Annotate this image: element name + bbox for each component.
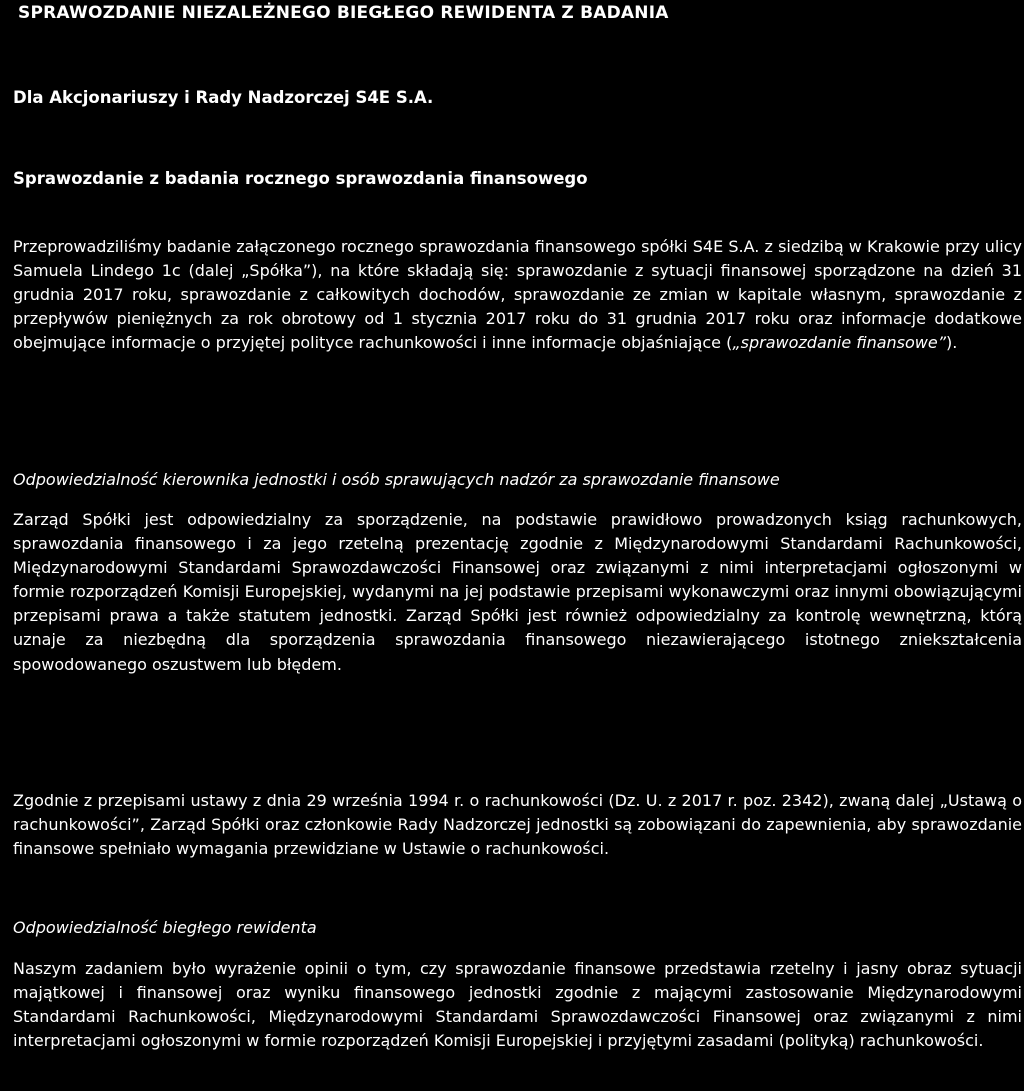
auditor-responsibility-paragraph: Naszym zadaniem było wyrażenie opinii o tym, czy sprawozdanie finansowe przedstawia rzetelny i jasny obraz sytuacji majątkowej i finansowej oraz wyniku finansowego jednostki zgodnie z mającymi zastosowanie Międzynarodowymi Standardami Rachunkowości, Międzynarodowymi Standardami Sprawozdawczości Finansowej oraz związanymi z nimi interpretacjami ogłoszonymi w formie rozporządzeń Komisji Europejskiej i przyjętymi zasadami (polityką) rachunkowości. [13, 959, 1022, 1051]
intro-paragraph-ending: ). [946, 333, 958, 353]
subheading-auditor-responsibility: Odpowiedzialność biegłego rewidenta [13, 918, 317, 937]
accounting-act-paragraph: Zgodnie z przepisami ustawy z dnia 29 września 1994 r. o rachunkowości (Dz. U. z 2017 r. poz. 2342), zwaną dalej „Ustawą o rachunkowości”, Zarząd Spółki oraz członkowie Rady Nadzorczej jednostki są zobowiązani do zapewnienia, aby sprawozdanie finansowe spełniało wymagania przewidziane w Ustawie o rachunkowości. [13, 791, 1022, 859]
defined-term: „sprawozdanie finansowe” [732, 333, 947, 353]
intro-paragraph-text: Przeprowadziliśmy badanie załączonego rocznego sprawozdania finansowego spółki S4E S.A. z siedzibą w Krakowie przy ulicy Samuela Lindego 1c (dalej „Spółka”), na które składają się: sprawozdanie z sytuacji finansowej sporządzone na dzień 31 grudnia 2017 roku, sprawozdanie z całkowitych dochodów, sprawozdanie ze zmian w kapitale własnym, sprawozdanie z przepływów pieniężnych za rok obrotowy od 1 stycznia 2017 roku do 31 grudnia 2017 roku oraz informacje dodatkowe obejmujące informacje o przyjętej polityce rachunkowości i inne informacje objaśniające ( [13, 237, 1022, 353]
addressee-line: Dla Akcjonariuszy i Rady Nadzorczej S4E S.A. [13, 88, 434, 107]
subheading-management-responsibility: Odpowiedzialność kierownika jednostki i osób sprawujących nadzór za sprawozdanie finansowe [13, 470, 780, 489]
document-title: SPRAWOZDANIE NIEZALEŻNEGO BIEGŁEGO REWIDENTA Z BADANIA [18, 3, 669, 23]
section-title: Sprawozdanie z badania rocznego sprawozdania finansowego [13, 169, 588, 188]
management-responsibility-paragraph: Zarząd Spółki jest odpowiedzialny za sporządzenie, na podstawie prawidłowo prowadzonych ksiąg rachunkowych, sprawozdania finansowego i za jego rzetelną prezentację zgodnie z Międzynarodowymi Standardami Rachunkowości, Międzynarodowymi Standardami Sprawozdawczości Finansowej oraz związanymi z nimi interpretacjami ogłoszonymi w formie rozporządzeń Komisji Europejskiej, wydanymi na jej podstawie przepisami wykonawczymi oraz innymi obowiązującymi przepisami prawa a także statutem jednostki. Zarząd Spółki jest również odpowiedzialny za kontrolę wewnętrzną, którą uznaje za niezbędną dla sporządzenia sprawozdania finansowego niezawierającego istotnego zniekształcenia spowodowanego oszustwem lub błędem. [13, 510, 1022, 674]
intro-paragraph [13, 235, 1022, 355]
